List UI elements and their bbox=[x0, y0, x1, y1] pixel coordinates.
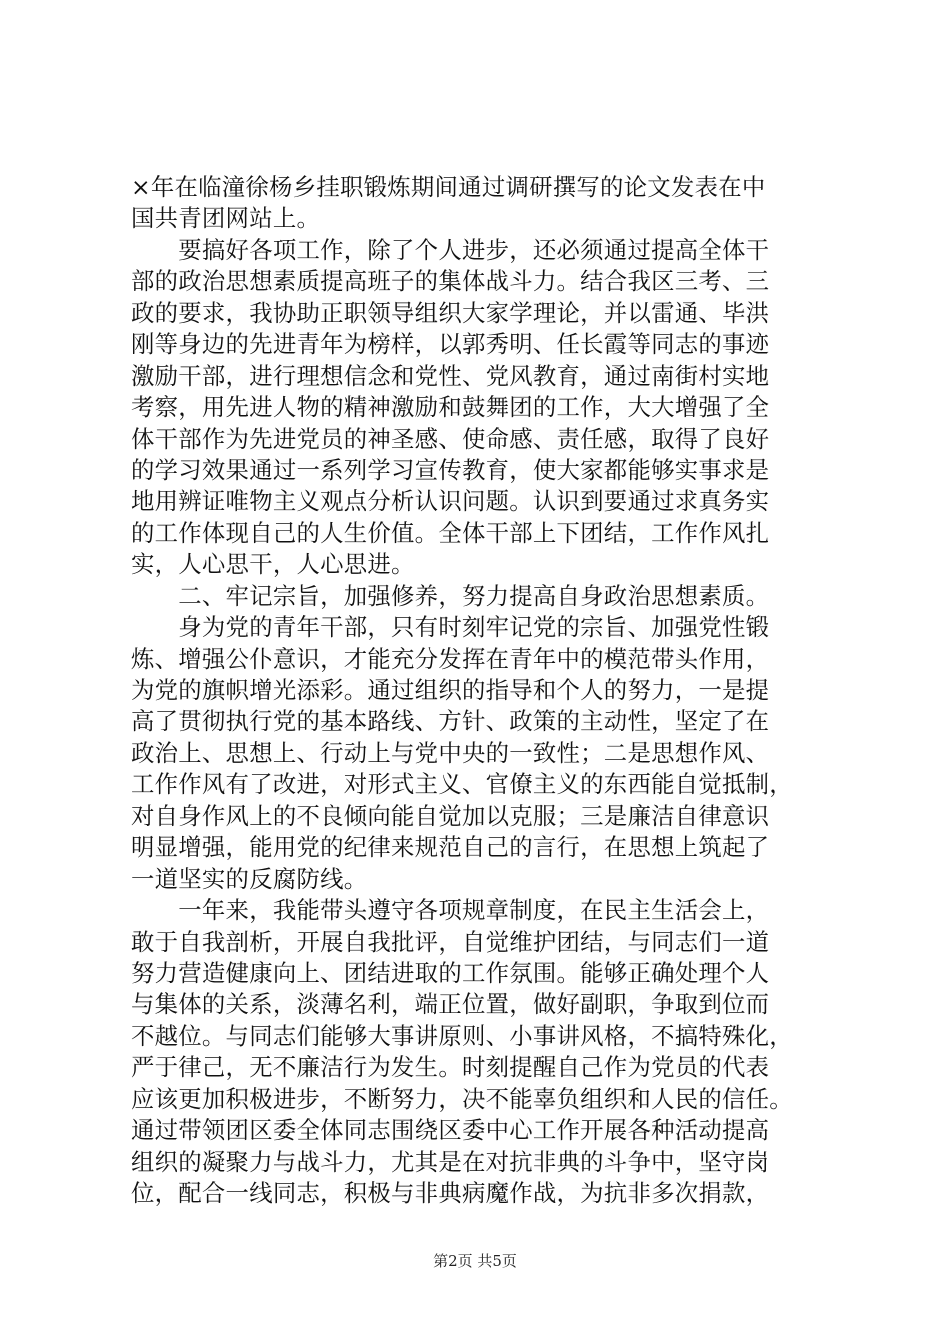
text-line: 明显增强，能用党的纪律来规范自己的言行，在思想上筑起了 bbox=[131, 833, 770, 862]
text-line: 地用辨证唯物主义观点分析认识问题。认识到要通过求真务实 bbox=[131, 487, 770, 516]
text-line: 部的政治思想素质提高班子的集体战斗力。结合我区三考、三 bbox=[131, 267, 770, 296]
text-line: 对自身作风上的不良倾向能自觉加以克服；三是廉洁自律意识 bbox=[131, 801, 770, 830]
text-line: 的学习效果通过一系列学习宣传教育，使大家都能够实事求是 bbox=[131, 455, 770, 484]
page-number-footer: 第2页 共5页 bbox=[433, 1252, 517, 1270]
text-line: 工作作风有了改进，对形式主义、官僚主义的东西能自觉抵制， bbox=[131, 770, 793, 799]
text-line: 高了贯彻执行党的基本路线、方针、政策的主动性，坚定了在 bbox=[131, 707, 770, 736]
text-line: 要搞好各项工作，除了个人进步，还必须通过提高全体干 bbox=[131, 235, 770, 264]
text-line: 炼、增强公仆意识，才能充分发挥在青年中的模范带头作用， bbox=[131, 644, 770, 673]
text-line: 为党的旗帜增光添彩。通过组织的指导和个人的努力，一是提 bbox=[131, 676, 770, 704]
text-line: 组织的凝聚力与战斗力，尤其是在对抗非典的斗争中，坚守岗 bbox=[131, 1147, 770, 1176]
text-line: 努力营造健康向上、团结进取的工作氛围。能够正确处理个人 bbox=[131, 958, 770, 987]
text-line: 政治上、思想上、行动上与党中央的一致性；二是思想作风、 bbox=[131, 738, 770, 767]
text-line: 体干部作为先进党员的神圣感、使命感、责任感，取得了良好 bbox=[131, 424, 770, 453]
document-body bbox=[131, 172, 831, 1209]
text-line: 敢于自我剖析，开展自我批评，自觉维护团结，与同志们一道 bbox=[131, 927, 770, 956]
text-line: 国共青团网站上。 bbox=[131, 204, 321, 233]
text-line: 位，配合一线同志，积极与非典病魔作战，为抗非多次捐款， bbox=[131, 1179, 770, 1207]
text-line: 应该更加积极进步，不断努力，决不能辜负组织和人民的信任。 bbox=[131, 1084, 793, 1113]
text-line: ×年在临潼徐杨乡挂职锻炼期间通过调研撰写的论文发表在中 bbox=[131, 173, 766, 201]
text-line: 实，人心思干，人心思进。 bbox=[131, 550, 415, 579]
text-line: 考察，用先进人物的精神激励和鼓舞团的工作，大大增强了全 bbox=[131, 393, 770, 422]
text-line: 一年来，我能带头遵守各项规章制度，在民主生活会上， bbox=[131, 896, 770, 925]
text-line: 刚等身边的先进青年为榜样，以郭秀明、任长霞等同志的事迹 bbox=[131, 330, 770, 359]
text-line: 严于律己，无不廉洁行为发生。时刻提醒自己作为党员的代表 bbox=[131, 1053, 770, 1082]
text-line: 不越位。与同志们能够大事讲原则、小事讲风格，不搞特殊化， bbox=[131, 1021, 793, 1050]
text-line: 一道坚实的反腐防线。 bbox=[131, 864, 368, 893]
section-heading: 二、牢记宗旨，加强修养，努力提高自身政治思想素质。 bbox=[131, 581, 770, 610]
text-line: 的工作体现自己的人生价值。全体干部上下团结，工作作风扎 bbox=[131, 518, 770, 547]
text-line: 与集体的关系，淡薄名利，端正位置，做好副职，争取到位而 bbox=[131, 990, 770, 1019]
text-line: 激励干部，进行理想信念和党性、党风教育，通过南街村实地 bbox=[131, 361, 770, 390]
text-line: 政的要求，我协助正职领导组织大家学理论，并以雷通、毕洪 bbox=[131, 298, 770, 327]
text-line: 身为党的青年干部，只有时刻牢记党的宗旨、加强党性锻 bbox=[131, 613, 770, 642]
text-line: 通过带领团区委全体同志围绕区委中心工作开展各种活动提高 bbox=[131, 1116, 770, 1145]
